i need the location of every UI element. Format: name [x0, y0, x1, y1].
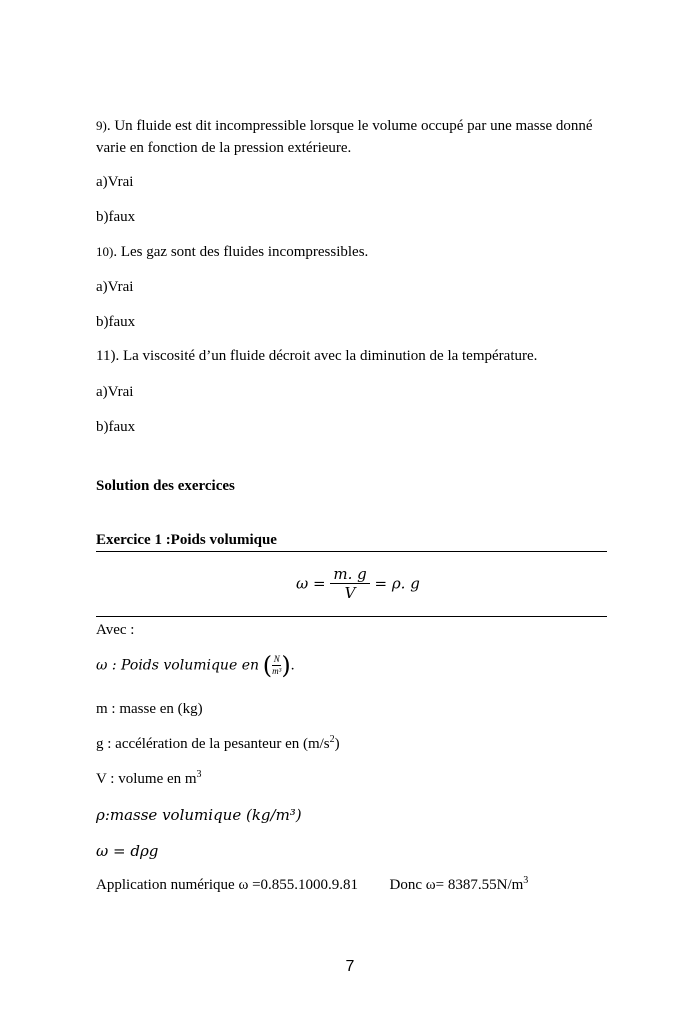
volume-definition	[96, 768, 202, 790]
gravity-text: g : accélération de la pesanteur en (m/s	[96, 736, 330, 752]
omega-unit-num: N	[273, 654, 280, 665]
formula	[296, 565, 420, 602]
numerical-application	[96, 874, 528, 896]
gravity-definition	[96, 733, 340, 755]
formula-numerator: m. g	[330, 565, 369, 584]
formula-fraction	[330, 565, 369, 602]
question-9-option-a: a)Vrai	[96, 174, 134, 190]
omega-definition	[96, 651, 295, 682]
formula-denominator: V	[344, 584, 356, 602]
top-rule	[96, 551, 607, 552]
question-10-text: . Les gaz sont des fluides incompressibles.	[113, 244, 369, 260]
page-number: 7	[345, 958, 355, 975]
omega-relation: ω = dρg	[96, 842, 159, 860]
application-text: Application numérique ω =0.855.1000.9.81	[96, 877, 359, 893]
question-11	[96, 345, 537, 367]
application-result-exponent: 3	[523, 875, 529, 886]
mass-definition: m : masse en (kg)	[96, 701, 203, 717]
formula-lhs: ω =	[296, 574, 326, 593]
exercise-title: Exercice 1 :Poids volumique	[96, 532, 277, 548]
density-definition: ρ:masse volumique (kg/m³)	[96, 806, 302, 824]
question-10-number: 10)	[96, 244, 114, 259]
omega-definition-text: ω : Poids volumique en	[96, 657, 259, 674]
question-11-option-b: b)faux	[96, 419, 136, 435]
bottom-rule	[96, 616, 607, 617]
omega-unit	[272, 654, 281, 677]
solution-heading: Solution des exercices	[96, 478, 235, 494]
question-9-option-b: b)faux	[96, 209, 136, 225]
question-10-option-a: a)Vrai	[96, 279, 134, 295]
question-11-option-a: a)Vrai	[96, 384, 134, 400]
application-result: Donc ω= 8387.55N/m	[389, 877, 524, 893]
question-9-text: . Un fluide est dit incompressible lorsque le volume occupé par une masse donné varie en fonction de la pression extérieure.	[96, 118, 593, 156]
omega-unit-den: m³	[272, 666, 282, 677]
question-10-option-b: b)faux	[96, 314, 136, 330]
question-9	[96, 115, 606, 159]
omega-suffix: .	[290, 657, 295, 674]
volume-exponent: 3	[196, 769, 202, 780]
formula-block	[0, 559, 700, 607]
question-11-text: . La viscosité d’un fluide décroit avec la diminution de la température.	[115, 348, 538, 364]
open-paren: (	[262, 651, 273, 680]
gravity-suffix: )	[334, 736, 340, 752]
close-paren: )	[281, 651, 291, 680]
question-9-number: 9)	[96, 118, 107, 133]
volume-text: V : volume en m	[96, 771, 197, 787]
question-11-number: 11)	[96, 348, 116, 364]
gravity-exponent: 2	[329, 734, 335, 745]
question-10	[96, 241, 368, 263]
formula-rhs: = ρ. g	[374, 574, 420, 593]
avec-label: Avec :	[96, 622, 135, 638]
